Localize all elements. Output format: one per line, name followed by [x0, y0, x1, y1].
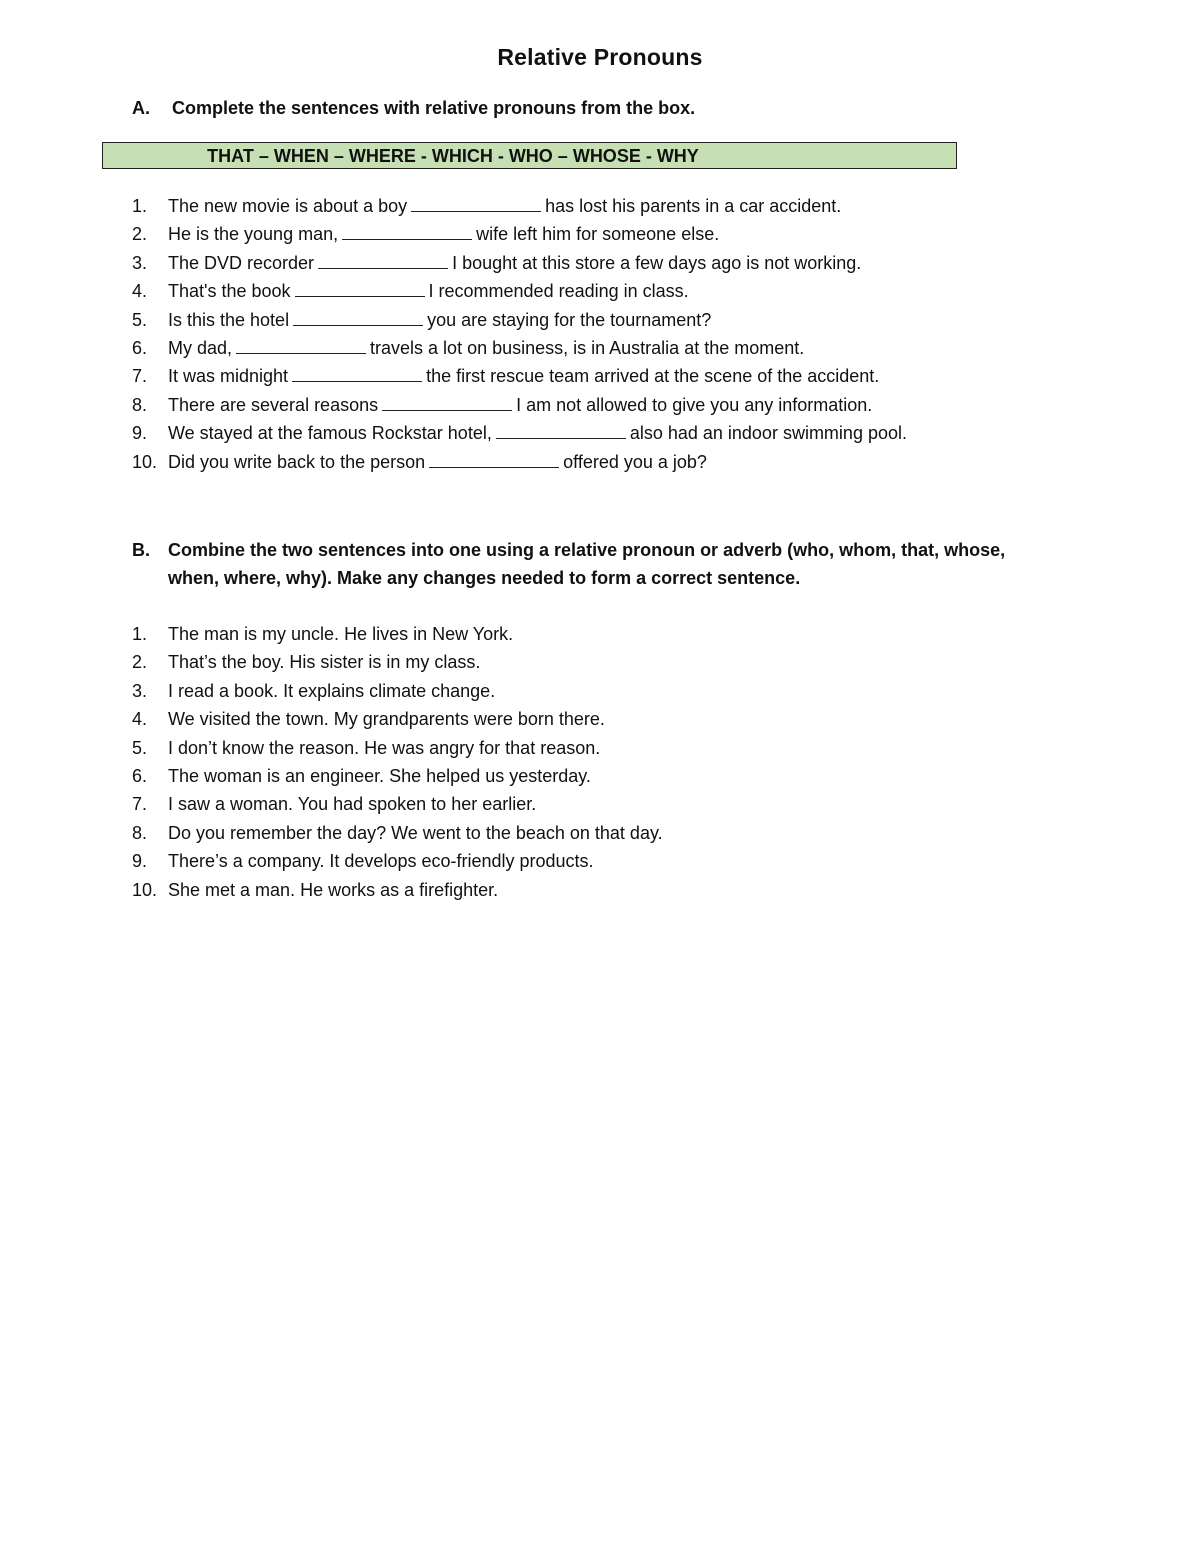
item-sentence: She met a man. He works as a firefighter.	[168, 879, 499, 900]
item-sentence: The woman is an engineer. She helped us yesterday.	[168, 765, 591, 786]
sentence-after-blank: I bought at this store a few days ago is not working.	[452, 252, 862, 273]
item-sentence	[168, 419, 907, 447]
sentence-before-blank: The DVD recorder	[168, 252, 315, 273]
item-sentence: That’s the boy. His sister is in my class.	[168, 652, 481, 673]
sentence-after-blank: I am not allowed to give you any information.	[516, 394, 873, 415]
answer-blank[interactable]	[496, 421, 626, 439]
item-sentence	[168, 362, 879, 390]
sentence-after-blank: wife left him for someone else.	[476, 224, 720, 245]
item-sentence	[168, 334, 804, 362]
word-box-text: THAT – WHEN – WHERE - WHICH - WHO – WHOSE - WHY	[207, 146, 699, 166]
sentence-after-blank: you are staying for the tournament?	[427, 309, 712, 330]
item-sentence	[168, 448, 707, 476]
sentence-after-blank: I recommended reading in class.	[428, 281, 689, 302]
answer-blank[interactable]	[429, 450, 559, 468]
section-b-instruction: Combine the two sentences into one using a relative pronoun or adverb (who, whom, that, whose, when, where, why). Make any changes needed to form a correct sentence.	[168, 540, 1006, 588]
answer-blank[interactable]	[295, 279, 425, 297]
page-title: Relative Pronouns	[497, 44, 703, 70]
answer-blank[interactable]	[293, 308, 423, 326]
item-number: 1.	[132, 196, 148, 216]
answer-blank[interactable]	[382, 393, 512, 411]
section-a-heading	[132, 94, 695, 122]
sentence-before-blank: It was midnight	[168, 366, 289, 387]
item-sentence: Do you remember the day? We went to the beach on that day.	[168, 822, 663, 843]
sentence-after-blank: has lost his parents in a car accident.	[545, 196, 842, 216]
sentence-before-blank: We stayed at the famous Rockstar hotel,	[168, 423, 492, 444]
item-number: 2.	[132, 224, 148, 245]
item-number: 8.	[132, 822, 148, 843]
sentence-after-blank: the first rescue team arrived at the scene of the accident.	[426, 366, 880, 387]
sentence-before-blank: He is the young man,	[168, 224, 339, 245]
section-a-instruction: Complete the sentences with relative pronouns from the box.	[172, 98, 696, 118]
item-number: 10.	[132, 879, 158, 900]
section-a-letter: A.	[132, 98, 150, 118]
item-number: 3.	[132, 680, 148, 701]
sentence-before-blank: That's the book	[168, 281, 291, 302]
item-number: 2.	[132, 652, 148, 673]
item-number: 7.	[132, 794, 148, 815]
sentence-after-blank: also had an indoor swimming pool.	[629, 423, 907, 444]
answer-blank[interactable]	[342, 222, 472, 240]
answer-blank[interactable]	[236, 336, 366, 354]
section-b-letter: B.	[132, 540, 150, 560]
section-b-heading	[132, 536, 1052, 592]
item-number: 8.	[132, 394, 148, 415]
item-number: 4.	[132, 281, 148, 302]
item-number: 7.	[132, 366, 148, 387]
item-sentence: I read a book. It explains climate change.	[168, 680, 496, 701]
item-sentence	[168, 277, 689, 305]
item-sentence: There’s a company. It develops eco-friendly products.	[168, 851, 594, 872]
item-sentence: I saw a woman. You had spoken to her earlier.	[168, 794, 537, 815]
item-number: 10.	[132, 451, 158, 472]
item-sentence: The man is my uncle. He lives in New York.	[168, 624, 514, 644]
item-number: 5.	[132, 309, 148, 330]
item-number: 6.	[132, 765, 148, 786]
item-sentence: I don’t know the reason. He was angry for that reason.	[168, 737, 601, 758]
answer-blank[interactable]	[292, 364, 422, 382]
item-number: 5.	[132, 737, 148, 758]
sentence-before-blank: Did you write back to the person	[168, 451, 426, 472]
word-box	[102, 142, 957, 169]
sentence-before-blank: There are several reasons	[168, 394, 379, 415]
item-number: 1.	[132, 624, 148, 644]
item-sentence	[168, 220, 719, 248]
item-sentence	[168, 192, 841, 220]
item-sentence	[168, 249, 861, 277]
item-number: 4.	[132, 709, 148, 730]
sentence-before-blank: Is this the hotel	[168, 309, 290, 330]
sentence-before-blank: The new movie is about a boy	[168, 196, 408, 216]
sentence-before-blank: My dad,	[168, 337, 233, 358]
sentence-after-blank: offered you a job?	[563, 451, 707, 472]
item-number: 9.	[132, 851, 148, 872]
item-number: 6.	[132, 337, 148, 358]
item-number: 3.	[132, 252, 148, 273]
item-sentence: We visited the town. My grandparents were born there.	[168, 709, 605, 730]
answer-blank[interactable]	[411, 194, 541, 212]
item-sentence	[168, 306, 711, 334]
item-number: 9.	[132, 423, 148, 444]
sentence-after-blank: travels a lot on business, is in Australia at the moment.	[370, 337, 805, 358]
item-sentence	[168, 391, 872, 419]
answer-blank[interactable]	[318, 251, 448, 269]
